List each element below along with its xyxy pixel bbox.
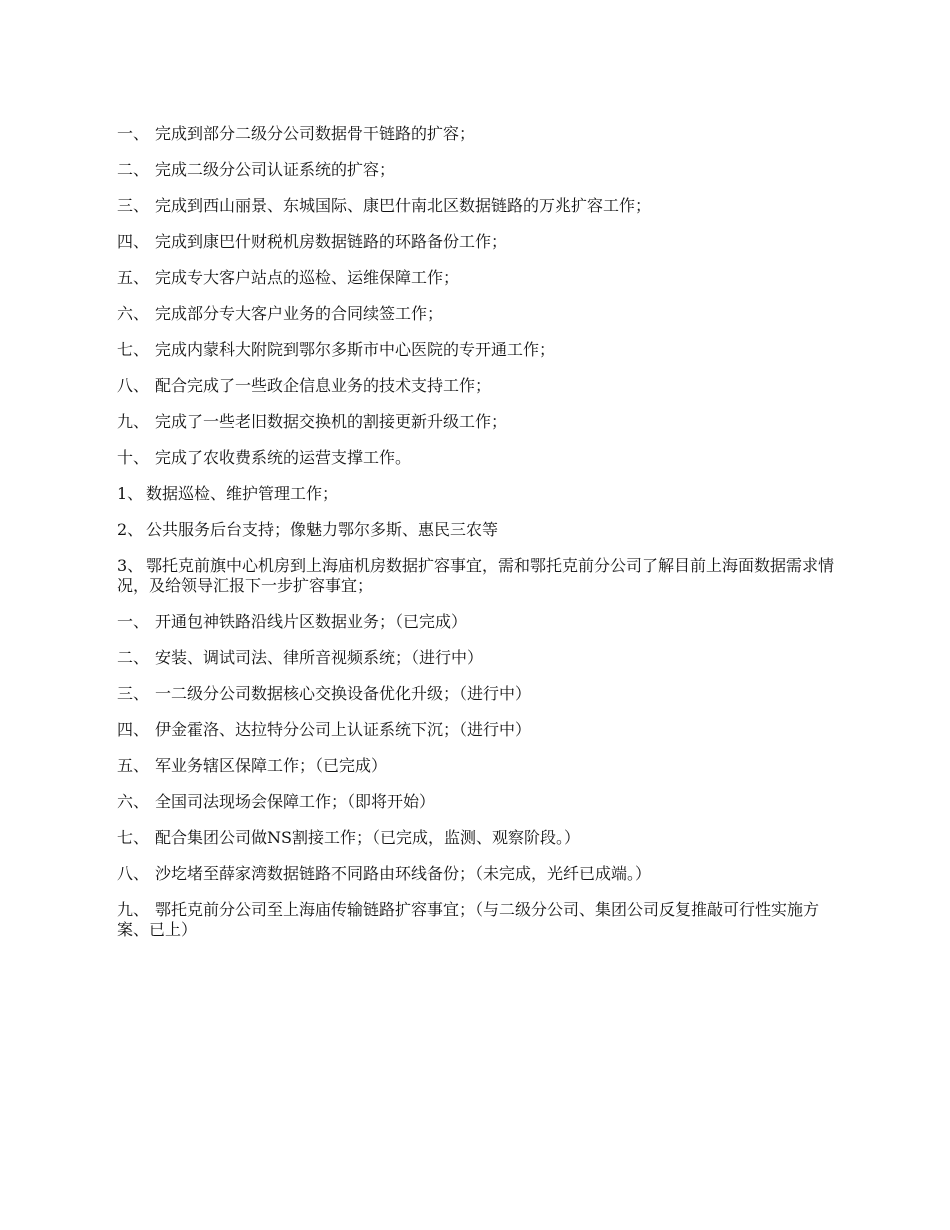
list-item (117, 720, 842, 740)
item-text: 一二级分公司数据核心交换设备优化升级；（进行中） (155, 684, 532, 703)
item-text: 完成部分专大客户业务的合同续签工作； (155, 304, 444, 323)
item-text: 鄂托克前分公司至上海庙传输链路扩容事宜；（与二级分公司、集团公司反复推敲可行性实施方案、已上） (117, 900, 820, 939)
item-text: 军业务辖区保障工作；（已完成） (155, 756, 388, 775)
document-body (117, 124, 842, 956)
list-item (117, 900, 842, 940)
item-text: 完成内蒙科大附院到鄂尔多斯市中心医院的专开通工作； (155, 340, 556, 359)
item-text: 安装、调试司法、律所音视频系统；（进行中） (155, 648, 484, 667)
list-item (117, 684, 842, 704)
item-number: 五、 (117, 268, 150, 287)
item-text: 完成到西山丽景、东城国际、康巴什南北区数据链路的万兆扩容工作； (155, 196, 652, 215)
item-number: 十、 (117, 448, 150, 467)
item-text: 沙圪堵至薛家湾数据链路不同路由环线备份；（未完成，光纤已成端。） (155, 864, 652, 883)
item-number: 七、 (117, 340, 150, 359)
list-item (117, 648, 842, 668)
item-text: 鄂托克前旗中心机房到上海庙机房数据扩容事宜，需和鄂托克前分公司了解目前上海面数据需求情况，及给领导汇报下一步扩容事宜； (117, 556, 835, 595)
item-number: 九、 (117, 412, 150, 431)
item-text: 数据巡检、维护管理工作； (146, 484, 339, 503)
list-item (117, 792, 842, 812)
list-item (117, 196, 842, 216)
list-item (117, 756, 842, 776)
list-item (117, 448, 842, 468)
list-item (117, 484, 842, 504)
item-number: 2、 (117, 520, 144, 539)
list-item (117, 124, 842, 144)
list-item (117, 828, 842, 848)
item-number: 八、 (117, 376, 150, 395)
item-number: 三、 (117, 196, 150, 215)
item-text: 完成二级分公司认证系统的扩容； (155, 160, 396, 179)
item-text: 配合集团公司做NS割接工作；（已完成，监测、观察阶段。） (155, 828, 580, 847)
item-number: 3、 (117, 556, 144, 575)
item-number: 五、 (117, 756, 150, 775)
item-number: 一、 (117, 612, 150, 631)
item-text: 伊金霍洛、达拉特分公司上认证系统下沉；（进行中） (155, 720, 532, 739)
list-item (117, 232, 842, 252)
item-text: 公共服务后台支持；像魅力鄂尔多斯、惠民三农等 (146, 520, 499, 539)
item-number: 一、 (117, 124, 150, 143)
item-text: 完成了一些老旧数据交换机的割接更新升级工作； (155, 412, 508, 431)
list-item (117, 412, 842, 432)
item-number: 六、 (117, 304, 150, 323)
item-text: 配合完成了一些政企信息业务的技术支持工作； (155, 376, 492, 395)
item-text: 完成到部分二级分公司数据骨干链路的扩容； (155, 124, 476, 143)
item-number: 四、 (117, 720, 150, 739)
list-item (117, 864, 842, 884)
item-number: 二、 (117, 160, 150, 179)
item-text: 完成了农收费系统的运营支撑工作。 (155, 448, 412, 467)
list-item (117, 520, 842, 540)
item-number: 1、 (117, 484, 144, 503)
item-number: 四、 (117, 232, 150, 251)
list-item (117, 340, 842, 360)
item-number: 七、 (117, 828, 150, 847)
item-number: 三、 (117, 684, 150, 703)
list-item (117, 556, 842, 596)
item-text: 完成专大客户站点的巡检、运维保障工作； (155, 268, 460, 287)
item-text: 开通包神铁路沿线片区数据业务；（已完成） (155, 612, 468, 631)
list-item (117, 160, 842, 180)
item-number: 六、 (117, 792, 150, 811)
item-number: 九、 (117, 900, 150, 919)
list-item (117, 376, 842, 396)
item-number: 二、 (117, 648, 150, 667)
list-item (117, 304, 842, 324)
list-item (117, 268, 842, 288)
list-item (117, 612, 842, 632)
item-number: 八、 (117, 864, 150, 883)
item-text: 全国司法现场会保障工作；（即将开始） (155, 792, 436, 811)
item-text: 完成到康巴什财税机房数据链路的环路备份工作； (155, 232, 508, 251)
